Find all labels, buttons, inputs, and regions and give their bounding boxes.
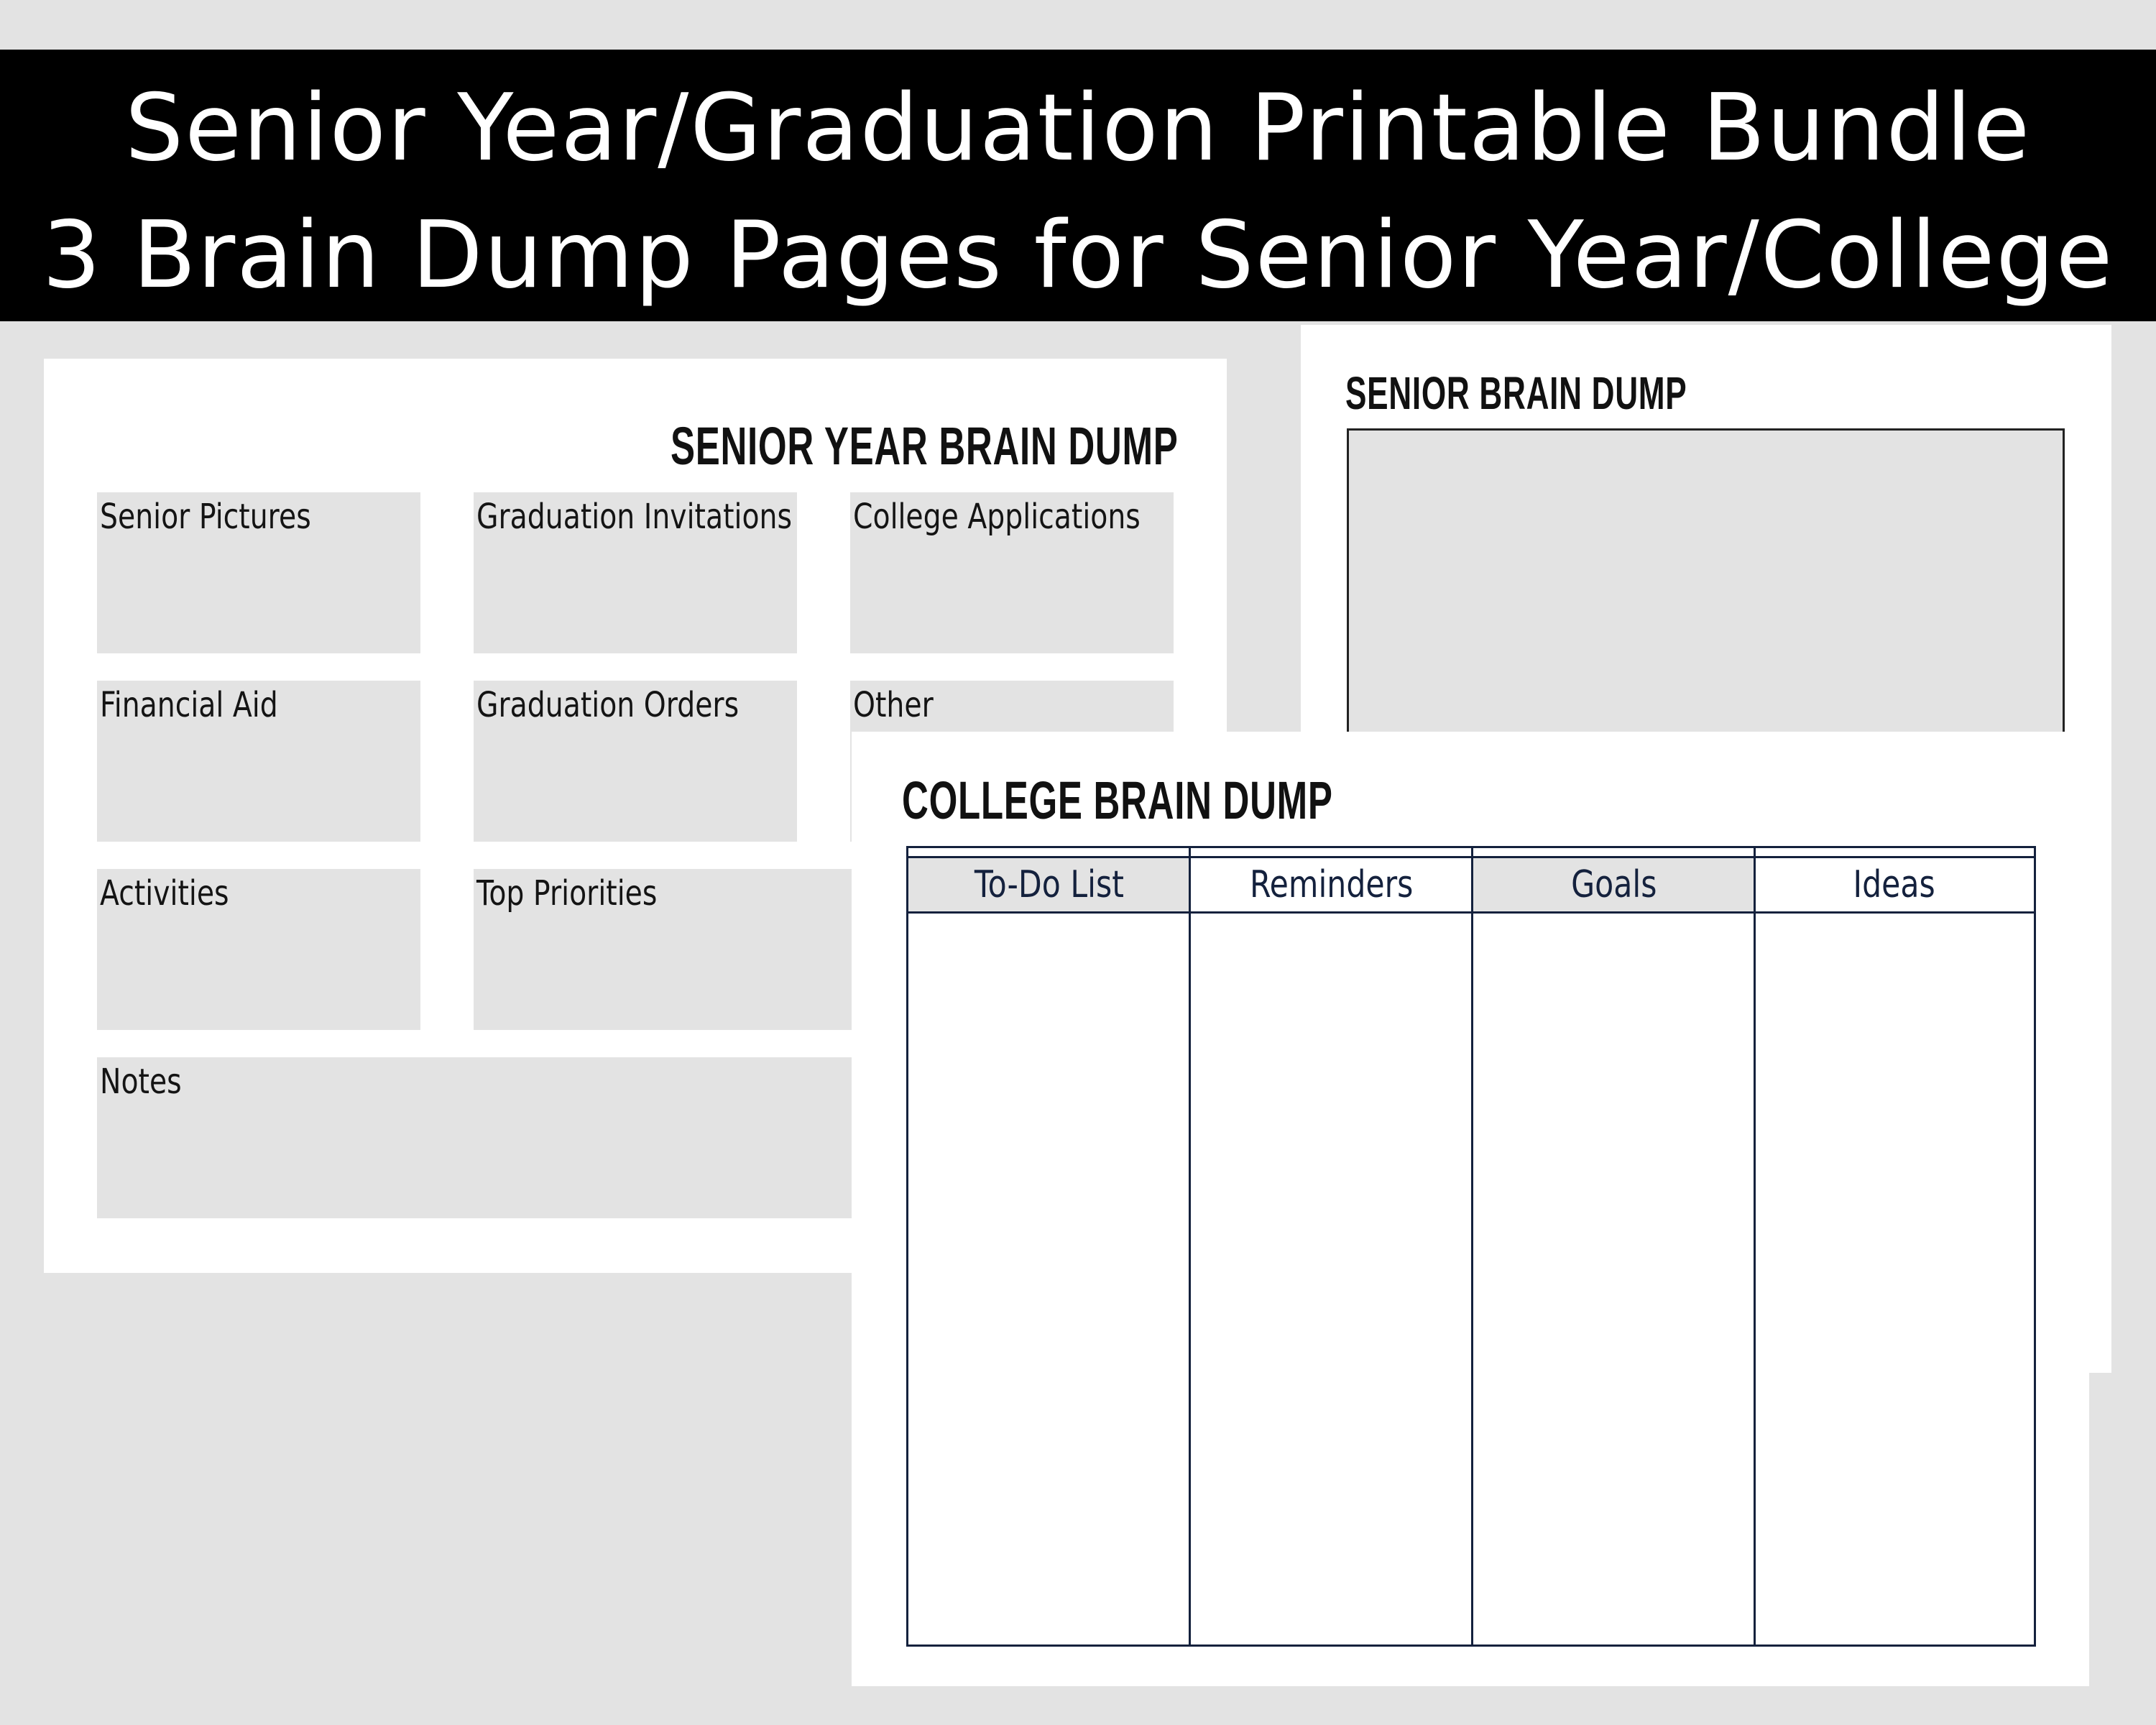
header-banner <box>0 50 2156 321</box>
box-label: Activities <box>100 873 229 914</box>
activities-box <box>97 869 420 1030</box>
banner-title-line-1: Senior Year/Graduation Printable Bundle <box>124 75 2032 182</box>
senior-sheet-title: SENIOR BRAIN DUMP <box>1345 367 1687 419</box>
senior-pictures-box <box>97 492 420 653</box>
box-label: Graduation Orders <box>476 685 740 725</box>
column-header <box>1473 858 1755 911</box>
box-label: Financial Aid <box>100 685 278 725</box>
college-sheet-title: COLLEGE BRAIN DUMP <box>902 770 1333 830</box>
graduation-orders-box <box>474 681 797 842</box>
senior-year-sheet-title: SENIOR YEAR BRAIN DUMP <box>671 416 1179 476</box>
college-columns-table <box>906 846 2036 1647</box>
column-divider <box>1754 848 1756 1644</box>
college-applications-box <box>850 492 1174 653</box>
column-divider <box>1471 848 1473 1644</box>
column-divider <box>1189 848 1191 1644</box>
graduation-invitations-box <box>474 492 797 653</box>
column-header-label: Goals <box>1570 863 1657 906</box>
box-label: Notes <box>100 1062 182 1102</box>
banner-title-line-2: 3 Brain Dump Pages for Senior Year/College <box>42 202 2114 309</box>
box-label: College Applications <box>853 497 1141 537</box>
column-goals <box>1473 848 1755 1644</box>
column-header <box>1190 858 1473 911</box>
column-header-label: To-Do List <box>974 863 1125 906</box>
column-to-do-list <box>908 848 1190 1644</box>
column-header <box>1755 858 2034 911</box>
box-label: Other <box>853 685 934 725</box>
box-label: Graduation Invitations <box>476 497 792 537</box>
column-ideas <box>1755 848 2034 1644</box>
box-label: Top Priorities <box>476 873 658 914</box>
column-header <box>908 858 1190 911</box>
column-header-label: Reminders <box>1249 863 1414 906</box>
column-header-label: Ideas <box>1853 863 1936 906</box>
column-reminders <box>1190 848 1473 1644</box>
box-label: Senior Pictures <box>100 497 311 537</box>
college-brain-dump-sheet <box>852 732 2089 1686</box>
financial-aid-box <box>97 681 420 842</box>
